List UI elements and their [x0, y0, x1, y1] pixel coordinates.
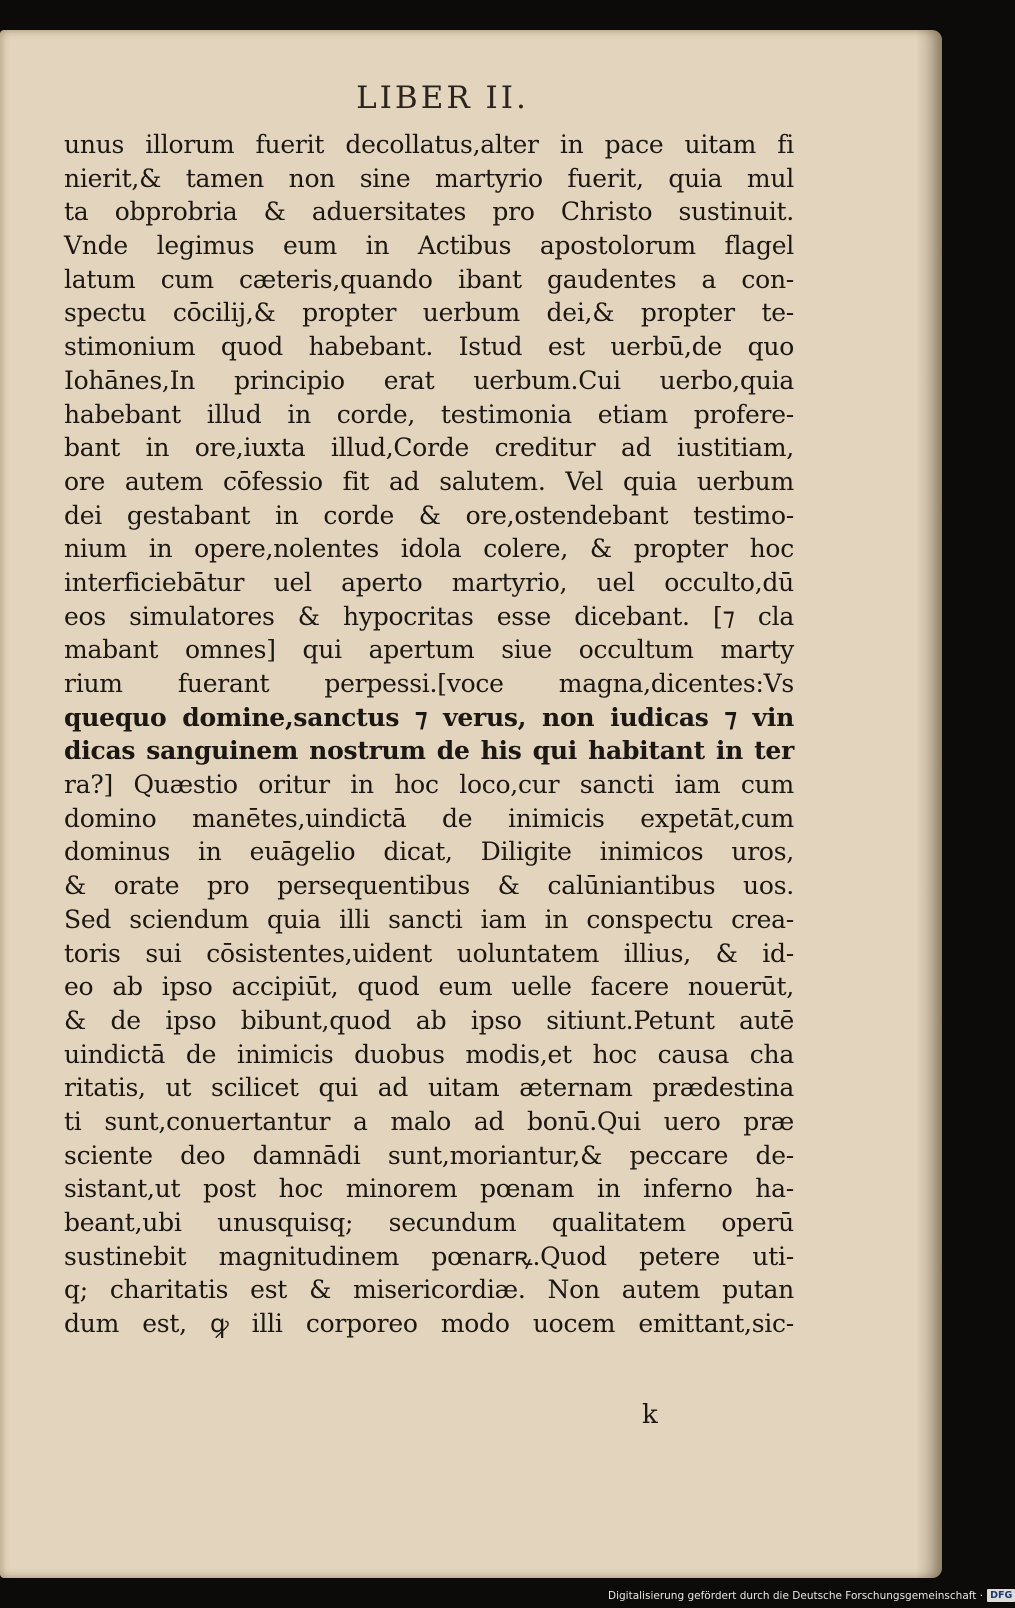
text-line: bant in ore,iuxta illud,Corde creditur ad iustitiam, [64, 433, 794, 463]
text-line: stimonium quod habebant. Istud est uerbū,de quo [64, 332, 794, 362]
signature-mark: k [642, 1400, 658, 1430]
text-line: nierit,& tamen non sine martyrio fuerit, quia mul [64, 163, 794, 193]
text-line: & orate pro persequentibus & calūniantibus uos. [64, 871, 794, 901]
text-line: dum est, ꝙ illi corporeo modo uocem emittant,sic- [64, 1309, 794, 1339]
text-line: nium in opere,nolentes idola colere, & propter hoc [64, 534, 794, 564]
text-line: mabant omnes] qui apertum siue occultum marty [64, 635, 794, 665]
text-line: domino manētes,uindictā de inimicis expetāt,cum [64, 803, 794, 833]
text-line: dei gestabant in corde & ore,ostendebant testimo- [64, 500, 794, 530]
text-line: sciente deo damnādi sunt,moriantur,& peccare de- [64, 1140, 794, 1170]
text-line: Sed sciendum quia illi sancti iam in conspectu crea- [64, 904, 794, 934]
page-text-block [64, 128, 794, 1341]
text-line: dominus in euāgelio dicat, Diligite inimicos uros, [64, 837, 794, 867]
text-line: & de ipso bibunt,quod ab ipso sitiunt.Petunt autē [64, 1005, 794, 1035]
text-line: sistant,ut post hoc minorem pœnam in inferno ha- [64, 1174, 794, 1204]
text-line: interficiebātur uel aperto martyrio, uel occulto,dū [64, 567, 794, 597]
book-page [0, 30, 942, 1578]
text-line: rium fuerant perpessi.[voce magna,dicentes:Vs [64, 669, 794, 698]
digitization-credit [608, 1589, 1015, 1602]
text-line: Vnde legimus eum in Actibus apostolorum flagel [64, 231, 794, 261]
text-line: toris sui cōsistentes,uident uoluntatem illius, & id- [64, 938, 794, 968]
text-line: ore autem cōfessio fit ad salutem. Vel quia uerbum [64, 466, 794, 496]
text-line: dicas sanguinem nostrum de his qui habitant in ter [64, 736, 794, 766]
credit-text: Digitalisierung gefördert durch die Deutsche Forschungsgemeinschaft · [608, 1589, 984, 1602]
text-line: eo ab ipso accipiūt, quod eum uelle facere nouerūt, [64, 972, 794, 1002]
text-line: latum cum cæteris,quando ibant gaudentes a con- [64, 264, 794, 294]
dfg-logo-icon: DFG [987, 1589, 1015, 1602]
text-line: unus illorum fuerit decollatus,alter in pace uitam fi [64, 130, 794, 159]
running-head: LIBER II. [356, 80, 529, 116]
text-line: ra?] Quæstio oritur in hoc loco,cur sancti iam cum [64, 770, 794, 800]
text-line: Iohānes,In principio erat uerbum.Cui uerbo,quia [64, 365, 794, 395]
text-line: q; charitatis est & misericordiæ. Non autem putan [64, 1275, 794, 1305]
text-line: beant,ubi unusquisq; secundum qualitatem operū [64, 1208, 794, 1237]
text-line: ti sunt,conuertantur a malo ad bonū.Qui uero præ [64, 1106, 794, 1136]
text-line: uindictā de inimicis duobus modis,et hoc causa cha [64, 1039, 794, 1069]
text-line: eos simulatores & hypocritas esse dicebant. [⁊ cla [64, 601, 794, 631]
text-line: habebant illud in corde, testimonia etiam profere- [64, 399, 794, 429]
text-line: sustinebit magnitudinem pœnarꝶ.Quod petere uti- [64, 1241, 794, 1271]
text-line: quequo domine,sanctus ⁊ verus, non iudicas ⁊ vin [64, 702, 794, 732]
text-line: ta obprobria & aduersitates pro Christo sustinuit. [64, 197, 794, 227]
text-line: spectu cōcilij,& propter uerbum dei,& propter te- [64, 298, 794, 328]
text-line: ritatis, ut scilicet qui ad uitam æternam prædestina [64, 1073, 794, 1103]
